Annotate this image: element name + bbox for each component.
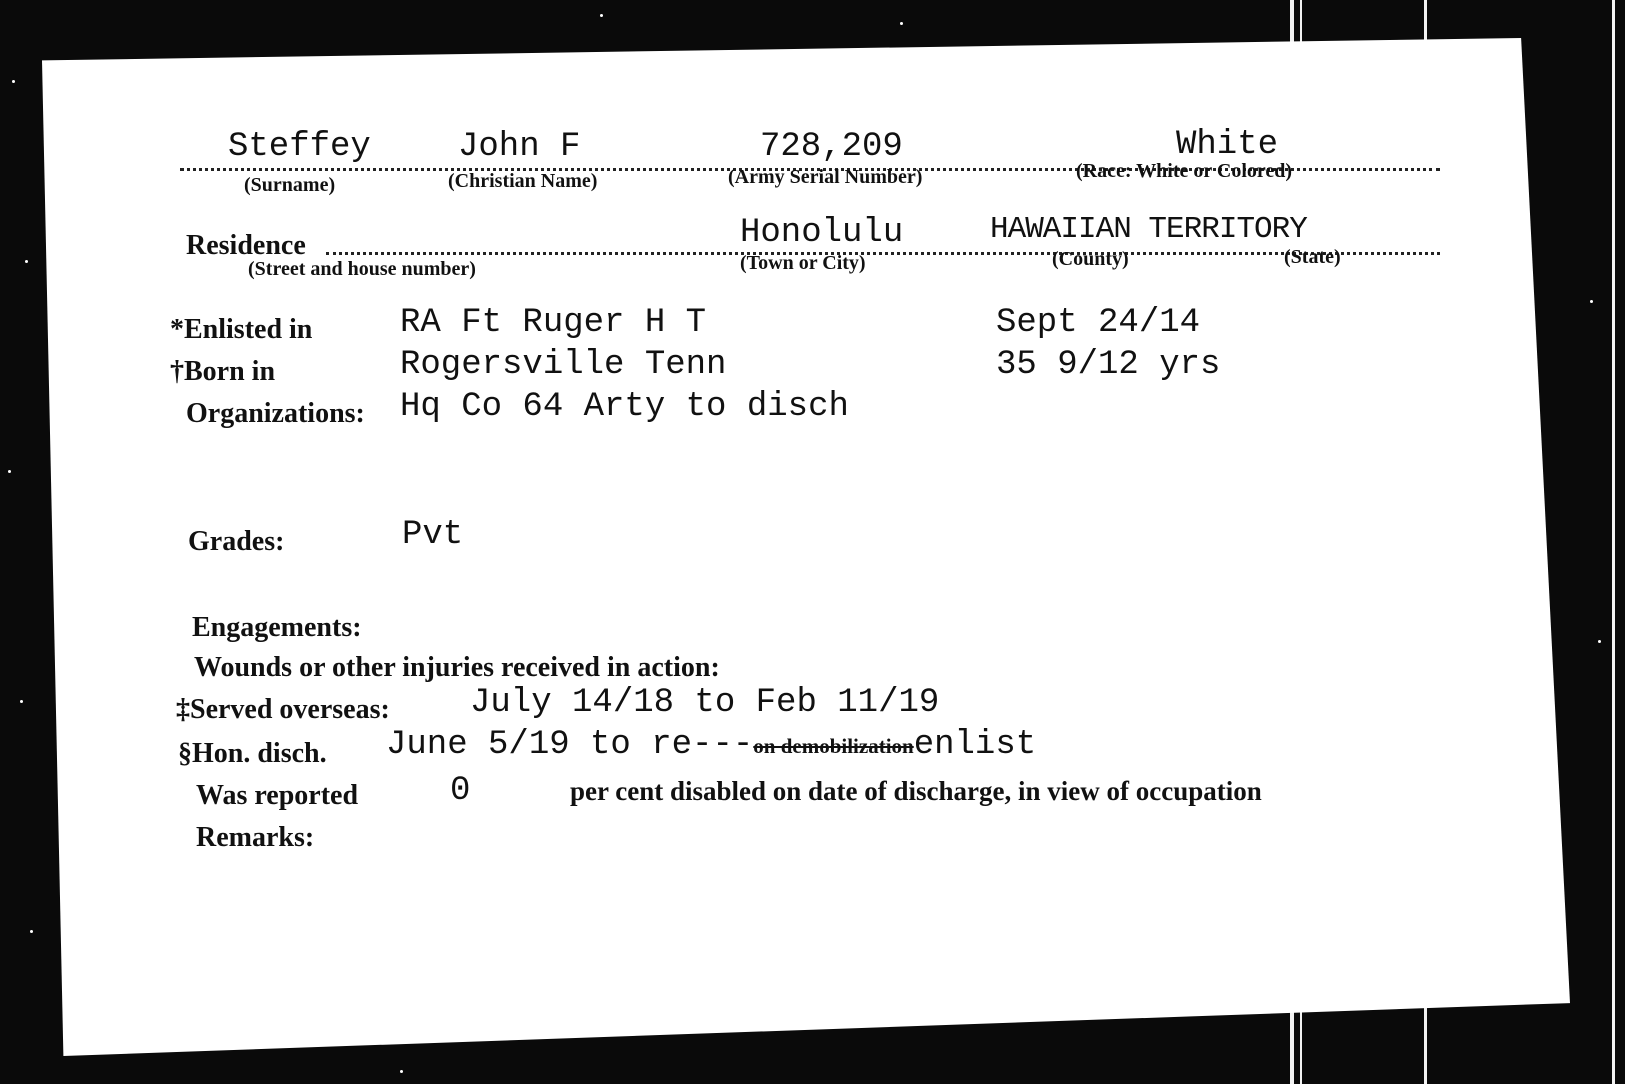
born-place-value: Rogersville Tenn: [400, 346, 727, 384]
grades-value: Pvt: [402, 516, 464, 554]
town-caption: (Town or City): [740, 252, 866, 274]
grades-label: Grades:: [188, 526, 285, 557]
christian-name-caption: (Christian Name): [448, 170, 598, 192]
discharge-date: June 5/19 to: [386, 726, 631, 764]
organizations-value: Hq Co 64 Arty to disch: [400, 388, 849, 426]
serial-number-value: 728,209: [760, 128, 903, 166]
surname-caption: (Surname): [244, 174, 336, 196]
film-speck: [12, 80, 15, 83]
discharge-prefix: re---: [651, 726, 754, 764]
discharge-struck-text: on demobilization: [753, 734, 914, 758]
was-reported-label: Was reported: [196, 780, 359, 811]
film-speck: [20, 700, 23, 703]
film-scratch-line: [1612, 0, 1615, 1084]
film-speck: [400, 1070, 403, 1073]
christian-name-value: John F: [458, 128, 581, 166]
film-speck: [600, 14, 603, 17]
residence-label: Residence: [186, 230, 306, 261]
film-speck: [1598, 640, 1601, 643]
enlisted-place-value: RA Ft Ruger H T: [400, 304, 707, 342]
residence-dotted-line: [326, 252, 1440, 255]
county-caption: (County): [1052, 248, 1129, 270]
film-speck: [8, 470, 11, 473]
film-speck: [25, 260, 28, 263]
film-speck: [900, 22, 903, 25]
race-value: White: [1176, 126, 1279, 164]
residence-town-value: Honolulu: [740, 214, 904, 252]
film-speck: [1590, 300, 1593, 303]
disability-percent-value: 0: [450, 772, 471, 810]
discharge-value: [386, 726, 1036, 764]
remarks-label: Remarks:: [196, 822, 315, 853]
film-speck: [30, 930, 33, 933]
engagements-label: Engagements:: [192, 612, 362, 643]
organizations-label: Organizations:: [186, 398, 365, 429]
discharge-suffix: enlist: [913, 726, 1037, 764]
enlisted-date-value: Sept 24/14: [996, 304, 1201, 342]
born-label: †Born in: [170, 356, 276, 387]
enlisted-label: *Enlisted in: [170, 314, 313, 345]
served-overseas-label: ‡Served overseas:: [176, 694, 390, 725]
served-overseas-value: July 14/18 to Feb 11/19: [470, 684, 940, 722]
surname-value: Steffey: [228, 128, 371, 166]
discharge-label: §Hon. disch.: [178, 738, 327, 769]
wounds-label: Wounds or other injuries received in action:: [194, 652, 720, 683]
street-caption: (Street and house number): [248, 258, 476, 280]
race-caption: (Race: White or Colored): [1076, 160, 1293, 182]
serial-number-caption: (Army Serial Number): [728, 166, 923, 188]
disability-suffix: per cent disabled on date of discharge, in view of occupation: [570, 776, 1262, 806]
born-age-value: 35 9/12 yrs: [996, 346, 1221, 384]
state-caption: (State): [1284, 246, 1341, 268]
residence-county-value: HAWAIIAN TERRITORY: [990, 212, 1307, 247]
